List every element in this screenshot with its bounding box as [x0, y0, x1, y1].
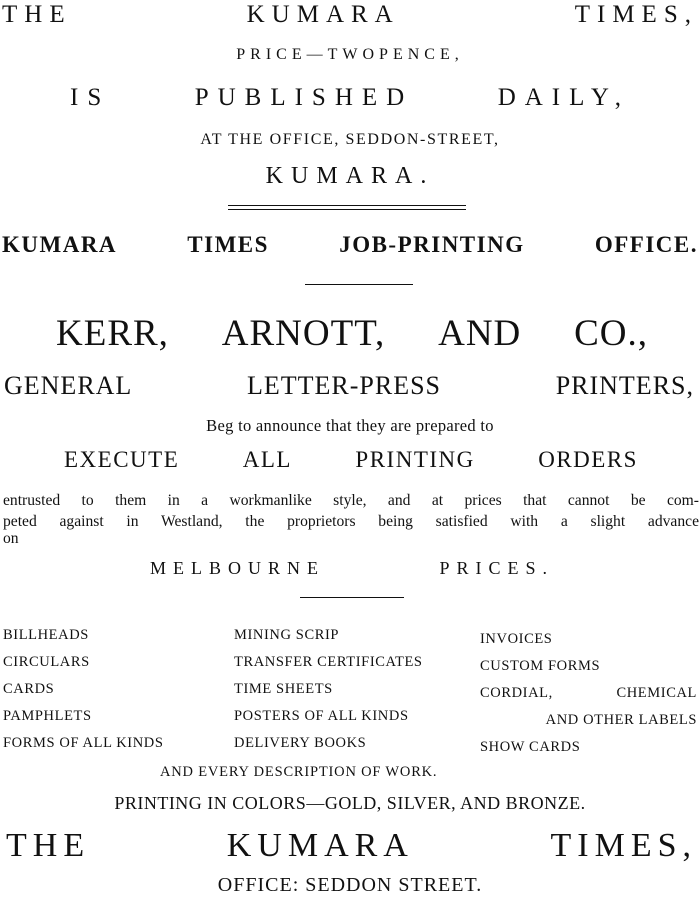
firm-trade-general: GENERAL	[4, 371, 133, 400]
melbourne-prices	[0, 558, 700, 579]
job-office-word-1: KUMARA	[2, 232, 118, 257]
masthead-kumara: KUMARA	[246, 1, 400, 28]
job-item	[480, 680, 697, 707]
price-line: PRICE—TWOPENCE,	[236, 46, 464, 63]
terms-line-2: peted against in Westland, the proprietors being satisfied with a slight advance	[3, 513, 699, 530]
job-item-part: CORDIAL,	[480, 685, 553, 701]
firm-name-arnott: ARNOTT,	[221, 313, 386, 354]
job-office-word-2: TIMES	[187, 232, 269, 257]
firm-name-co: CO.,	[574, 313, 648, 354]
execute-line	[0, 447, 700, 473]
masthead-times: TIMES,	[574, 1, 698, 28]
job-item: CUSTOM FORMS	[480, 658, 601, 674]
office-address: AT THE OFFICE, SEDDON-STREET,	[200, 131, 500, 148]
job-item: AND OTHER LABELS	[545, 712, 697, 728]
job-office-word-3: JOB-PRINTING	[339, 232, 525, 257]
job-item: SHOW CARDS	[480, 739, 581, 755]
terms-line-1: entrusted to them in a workmanlike style, and at prices that cannot be com-	[3, 492, 699, 509]
announcement: Beg to announce that they are prepared to	[206, 416, 494, 435]
footer-times: TIMES,	[550, 827, 697, 864]
job-item: PAMPHLETS	[3, 708, 92, 724]
job-list-column-1	[3, 622, 164, 757]
published-daily: DAILY,	[497, 84, 630, 111]
execute-word-2: ALL	[242, 447, 292, 472]
double-rule-top	[228, 205, 466, 206]
terms-line-3: on	[3, 530, 19, 547]
kumara-town: KUMARA.	[265, 163, 435, 189]
job-item-part: CHEMICAL	[616, 685, 697, 701]
execute-word-1: EXECUTE	[64, 447, 180, 472]
job-item: FORMS OF ALL KINDS	[3, 735, 164, 751]
firm-trade-letterpress: LETTER-PRESS	[247, 371, 442, 400]
firm-trade	[0, 371, 700, 401]
firm-name-kerr: KERR,	[56, 313, 169, 354]
footer-kumara: KUMARA	[226, 827, 414, 864]
firm-name	[0, 312, 700, 355]
job-item: CARDS	[3, 681, 55, 697]
execute-word-4: ORDERS	[538, 447, 638, 472]
published-is: IS	[70, 84, 111, 111]
job-item: BILLHEADS	[3, 627, 89, 643]
job-office-word-4: OFFICE.	[594, 232, 698, 257]
melbourne-word: MELBOURNE	[150, 558, 325, 578]
footer-the: THE	[6, 827, 91, 864]
firm-name-and: AND	[438, 313, 522, 354]
published-word: PUBLISHED	[194, 84, 414, 111]
prices-word: PRICES.	[439, 558, 554, 578]
execute-word-3: PRINTING	[355, 447, 475, 472]
short-rule-2	[300, 597, 404, 598]
masthead-top	[0, 0, 700, 30]
job-item: POSTERS OF ALL KINDS	[234, 708, 409, 724]
double-rule-bottom	[228, 209, 466, 210]
footer-office: OFFICE: SEDDON STREET.	[217, 874, 483, 896]
short-rule-1	[305, 284, 413, 285]
job-item: CIRCULARS	[3, 654, 90, 670]
masthead-the: THE	[2, 1, 72, 28]
job-item: MINING SCRIP	[234, 627, 340, 643]
colors-line: PRINTING IN COLORS—GOLD, SILVER, AND BRONZE.	[114, 793, 586, 813]
job-list-column-2	[234, 622, 423, 757]
job-item: DELIVERY BOOKS	[234, 735, 367, 751]
masthead-bottom	[0, 826, 700, 866]
published-line	[0, 84, 700, 112]
job-item: TIME SHEETS	[234, 681, 333, 697]
job-item: TRANSFER CERTIFICATES	[234, 654, 423, 670]
job-item: INVOICES	[480, 631, 553, 647]
firm-trade-printers: PRINTERS,	[555, 371, 694, 400]
every-description: AND EVERY DESCRIPTION OF WORK.	[160, 764, 438, 780]
job-list-column-3	[480, 626, 697, 761]
job-office-heading	[0, 232, 700, 258]
terms-paragraph	[3, 490, 699, 546]
